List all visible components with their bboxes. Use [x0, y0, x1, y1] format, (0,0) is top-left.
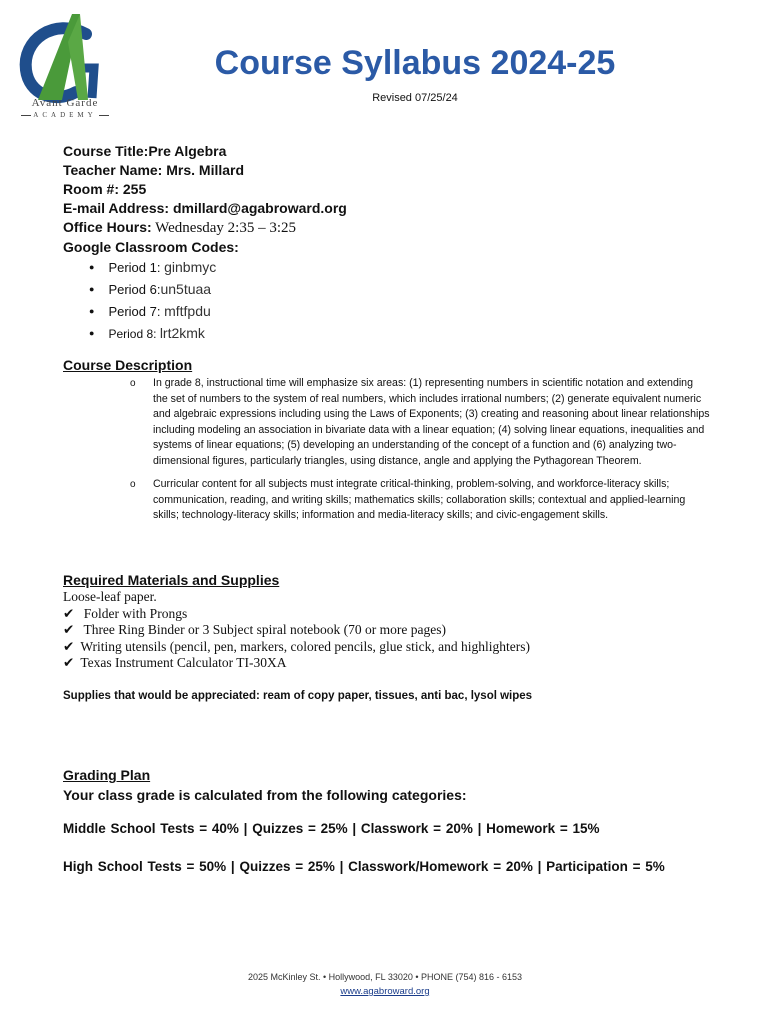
course-description-list [130, 376, 710, 532]
high-school-grading: High School Tests = 50% | Quizzes = 25% | Classwork/Homework = 20% | Participation = 5% [63, 859, 665, 874]
room-number: Room #: 255 [63, 181, 147, 197]
material-text: Three Ring Binder or 3 Subject spiral notebook (70 or more pages) [80, 622, 446, 637]
logo-subtitle: ACADEMY [18, 111, 112, 119]
period-label: Period 8: [108, 327, 160, 341]
grading-plan-heading: Grading Plan [63, 767, 151, 783]
office-hours [63, 218, 347, 238]
email-address: E-mail Address: dmillard@agabroward.org [63, 200, 347, 216]
checkmark-icon: ✔ [63, 605, 75, 621]
revised-date: Revised 07/25/24 [372, 92, 458, 104]
checkmark-icon: ✔ [63, 638, 75, 654]
logo-name: Avant Garde [31, 97, 99, 109]
list-item: o In grade 8, instructional time will emphasize six areas: (1) representing numbers in scientific notation and extending the set of numbers to the system of real numbers, which includes irrational numbers; (2) generate equivalent numeric and algebraic expressions including using the Laws of Exponents; (3) creating and reasoning about linear relationships including modeling an association in bivariate data with a linear equation; (4) solving linear equations, inequalities and systems of linear equations; (5) developing an understanding of the concept of a function and (6) analyzing two-dimensional figures, particularly triangles, using distance, angle and applying the Pythagorean Theorem. [130, 376, 710, 469]
material-text: Texas Instrument Calculator TI-30XA [80, 655, 287, 670]
classroom-codes-list [63, 257, 347, 345]
office-hours-value: Wednesday 2:35 – 3:25 [151, 220, 297, 236]
period-label: Period 7: [108, 304, 165, 319]
list-item: Loose-leaf paper. [63, 589, 157, 604]
list-item [63, 639, 530, 656]
grading-subheading: Your class grade is calculated from the following categories: [63, 787, 467, 803]
list-item [89, 257, 347, 279]
list-item [89, 301, 347, 323]
list-item [89, 323, 347, 345]
material-text: Writing utensils (pencil, pen, markers, colored pencils, glue stick, and highlighters) [80, 638, 531, 654]
classroom-code: un5tuaa [160, 281, 212, 297]
material-text: Folder with Prongs [80, 605, 188, 621]
course-info [63, 142, 347, 345]
classroom-code: mftfpdu [164, 303, 211, 319]
period-label: Period 1: [108, 260, 165, 275]
list-item [63, 622, 530, 639]
checkmark-icon: ✔ [63, 655, 75, 670]
period-label: Period 6: [108, 282, 161, 297]
materials-list [63, 589, 530, 672]
classroom-codes-label: Google Classroom Codes: [63, 239, 239, 255]
classroom-code: ginbmyc [164, 259, 217, 275]
classroom-code: lrt2kmk [159, 325, 205, 341]
materials-heading: Required Materials and Supplies [63, 572, 280, 588]
page-title: Course Syllabus 2024-25 [214, 44, 616, 82]
course-title: Course Title:Pre Algebra [63, 143, 227, 159]
list-item [89, 279, 347, 301]
footer-link[interactable]: www.agabroward.org [340, 986, 430, 997]
course-description-heading: Course Description [63, 357, 193, 373]
list-item [63, 606, 530, 623]
list-item: o Curricular content for all subjects must integrate critical-thinking, problem-solving, and workforce-literacy skills; communication, reading, and writing skills; mathematics skills; collaboration skills; contextual and applied-learning skills; technology-literacy skills; information and media-literacy skills; and civic-engagement skills. [130, 477, 710, 524]
office-hours-label: Office Hours: [63, 219, 152, 235]
footer-address: 2025 McKinley St. • Hollywood, FL 33020 • PHONE (754) 816 - 6153 [247, 972, 523, 982]
list-item [63, 655, 530, 672]
checkmark-icon: ✔ [63, 622, 75, 637]
middle-school-grading: Middle School Tests = 40% | Quizzes = 25% | Classwork = 20% | Homework = 15% [63, 821, 600, 836]
appreciated-supplies: Supplies that would be appreciated: ream of copy paper, tissues, anti bac, lysol wipes [63, 690, 533, 702]
teacher-name: Teacher Name: Mrs. Millard [63, 162, 245, 178]
